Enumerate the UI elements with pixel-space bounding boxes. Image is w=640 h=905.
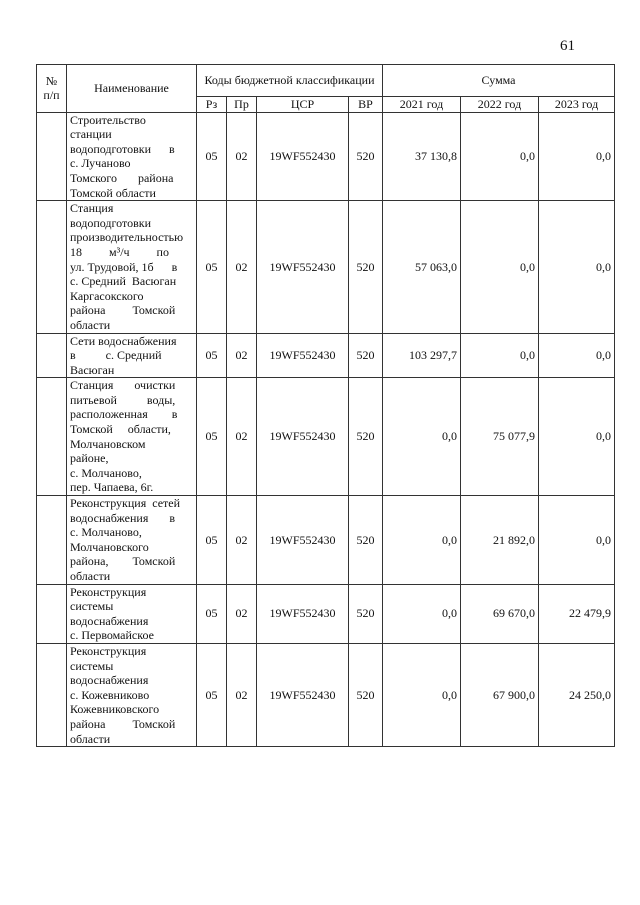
row-2021-cell: 0,0 bbox=[383, 584, 461, 643]
header-name: Наименование bbox=[67, 65, 197, 113]
row-name-line: Томской области, bbox=[70, 422, 171, 437]
row-name-line: с. Средний Васюган bbox=[70, 274, 177, 289]
row-vr-cell: 520 bbox=[349, 643, 383, 746]
header-vr: ВР bbox=[349, 97, 383, 113]
header-2022: 2022 год bbox=[461, 97, 539, 113]
row-name-line: Реконструкция bbox=[70, 584, 147, 599]
header-2021: 2021 год bbox=[383, 97, 461, 113]
row-pr-cell: 02 bbox=[227, 584, 257, 643]
row-index-cell bbox=[37, 333, 67, 378]
row-2021-cell: 37 130,8 bbox=[383, 112, 461, 201]
row-name-line: 18 м³/ч по bbox=[70, 244, 169, 259]
row-name-line: пер. Чапаева, 6г. bbox=[70, 480, 154, 495]
row-pr-cell: 02 bbox=[227, 378, 257, 496]
row-csr-cell: 19WF552430 bbox=[257, 378, 349, 496]
row-name-line: Молчановском bbox=[70, 436, 146, 451]
row-csr-cell: 19WF552430 bbox=[257, 112, 349, 201]
row-name-line: с. Лучаново bbox=[70, 156, 131, 171]
row-2023-cell: 22 479,9 bbox=[539, 584, 615, 643]
row-2022-cell: 69 670,0 bbox=[461, 584, 539, 643]
row-name-line: питьевой воды, bbox=[70, 392, 176, 407]
header-codes-group: Коды бюджетной классификации bbox=[197, 65, 383, 97]
row-name-line: производительностью bbox=[70, 230, 184, 245]
row-csr-cell: 19WF552430 bbox=[257, 496, 349, 585]
row-2023-cell: 0,0 bbox=[539, 378, 615, 496]
row-name-line: Каргасокского bbox=[70, 288, 144, 303]
row-name-line: области bbox=[70, 731, 111, 746]
header-index: № п/п bbox=[37, 65, 67, 113]
row-csr-cell: 19WF552430 bbox=[257, 201, 349, 333]
row-2021-cell: 0,0 bbox=[383, 378, 461, 496]
row-2021-cell: 57 063,0 bbox=[383, 201, 461, 333]
row-2022-cell: 67 900,0 bbox=[461, 643, 539, 746]
row-name-line: района, Томской bbox=[70, 554, 176, 569]
row-vr-cell: 520 bbox=[349, 496, 383, 585]
row-csr-cell: 19WF552430 bbox=[257, 643, 349, 746]
table-body bbox=[37, 112, 615, 747]
row-name-line: водоснабжения bbox=[70, 613, 149, 628]
row-name-line: района Томской bbox=[70, 303, 176, 318]
table-row bbox=[37, 643, 615, 746]
row-2021-cell: 103 297,7 bbox=[383, 333, 461, 378]
row-name-line: районе, bbox=[70, 451, 109, 466]
page-number: 61 bbox=[560, 38, 575, 54]
row-2022-cell: 0,0 bbox=[461, 112, 539, 201]
header-sum-group: Сумма bbox=[383, 65, 615, 97]
row-index-cell bbox=[37, 496, 67, 585]
header-2023: 2023 год bbox=[539, 97, 615, 113]
table-row bbox=[37, 496, 615, 585]
table-row bbox=[37, 584, 615, 643]
row-2023-cell: 0,0 bbox=[539, 333, 615, 378]
row-rz-cell: 05 bbox=[197, 643, 227, 746]
row-2021-cell: 0,0 bbox=[383, 643, 461, 746]
row-name-cell bbox=[67, 643, 197, 746]
row-2022-cell: 21 892,0 bbox=[461, 496, 539, 585]
row-name-line: области bbox=[70, 569, 111, 583]
table-row bbox=[37, 333, 615, 378]
row-name-line: Сети водоснабжения bbox=[70, 333, 177, 348]
row-vr-cell: 520 bbox=[349, 333, 383, 378]
row-csr-cell: 19WF552430 bbox=[257, 333, 349, 378]
row-name-cell bbox=[67, 378, 197, 496]
row-name-cell bbox=[67, 496, 197, 585]
row-pr-cell: 02 bbox=[227, 112, 257, 201]
row-rz-cell: 05 bbox=[197, 496, 227, 585]
row-name-cell bbox=[67, 333, 197, 378]
row-name-line: Молчановского bbox=[70, 539, 149, 554]
row-rz-cell: 05 bbox=[197, 201, 227, 333]
row-index-cell bbox=[37, 643, 67, 746]
row-vr-cell: 520 bbox=[349, 584, 383, 643]
row-name-line: Строительство bbox=[70, 112, 146, 127]
table-row bbox=[37, 378, 615, 496]
row-rz-cell: 05 bbox=[197, 584, 227, 643]
row-name-line: с. Молчаново, bbox=[70, 525, 142, 540]
row-name-line: водоподготовки bbox=[70, 215, 151, 230]
row-2023-cell: 24 250,0 bbox=[539, 643, 615, 746]
table-row bbox=[37, 112, 615, 201]
row-rz-cell: 05 bbox=[197, 112, 227, 201]
row-rz-cell: 05 bbox=[197, 378, 227, 496]
row-name-cell bbox=[67, 201, 197, 333]
row-vr-cell: 520 bbox=[349, 378, 383, 496]
row-name-cell bbox=[67, 584, 197, 643]
row-2023-cell: 0,0 bbox=[539, 112, 615, 201]
row-name-line: водоснабжения в bbox=[70, 510, 176, 525]
row-name-line: системы bbox=[70, 658, 114, 673]
row-csr-cell: 19WF552430 bbox=[257, 584, 349, 643]
row-2023-cell: 0,0 bbox=[539, 201, 615, 333]
row-name-line: с. Молчаново, bbox=[70, 465, 142, 480]
header-rz: Рз bbox=[197, 97, 227, 113]
row-name-line: Реконструкция сетей bbox=[70, 496, 181, 511]
table-row bbox=[37, 201, 615, 333]
budget-table bbox=[36, 64, 615, 747]
row-name-line: ул. Трудовой, 1б в bbox=[70, 259, 178, 274]
row-name-line: Томского района bbox=[70, 170, 174, 185]
row-2023-cell: 0,0 bbox=[539, 496, 615, 585]
row-name-line: Станция очистки bbox=[70, 378, 176, 393]
row-2022-cell: 0,0 bbox=[461, 201, 539, 333]
row-name-line: системы bbox=[70, 599, 114, 614]
row-name-line: станции bbox=[70, 127, 112, 142]
row-name-line: Томской области bbox=[70, 185, 156, 200]
row-vr-cell: 520 bbox=[349, 201, 383, 333]
row-index-cell bbox=[37, 584, 67, 643]
row-name-line: расположенная в bbox=[70, 407, 178, 422]
row-name-line: в с. Средний bbox=[70, 348, 162, 363]
row-vr-cell: 520 bbox=[349, 112, 383, 201]
row-name-line: Станция bbox=[70, 201, 114, 216]
row-name-line: с. Кожевниково bbox=[70, 687, 150, 702]
row-2021-cell: 0,0 bbox=[383, 496, 461, 585]
row-index-cell bbox=[37, 201, 67, 333]
row-pr-cell: 02 bbox=[227, 643, 257, 746]
row-name-line: водоснабжения bbox=[70, 673, 149, 688]
row-name-cell bbox=[67, 112, 197, 201]
row-pr-cell: 02 bbox=[227, 496, 257, 585]
row-name-line: Кожевниковского bbox=[70, 702, 160, 717]
row-2022-cell: 75 077,9 bbox=[461, 378, 539, 496]
row-rz-cell: 05 bbox=[197, 333, 227, 378]
header-csr: ЦСР bbox=[257, 97, 349, 113]
row-name-line: района Томской bbox=[70, 716, 176, 731]
row-pr-cell: 02 bbox=[227, 201, 257, 333]
row-pr-cell: 02 bbox=[227, 333, 257, 378]
header-pr: Пр bbox=[227, 97, 257, 113]
row-name-line: Реконструкция bbox=[70, 643, 147, 658]
row-index-cell bbox=[37, 112, 67, 201]
row-name-line: области bbox=[70, 317, 111, 332]
row-name-line: водоподготовки в bbox=[70, 141, 175, 156]
row-name-line: Васюган bbox=[70, 362, 115, 377]
row-index-cell bbox=[37, 378, 67, 496]
row-2022-cell: 0,0 bbox=[461, 333, 539, 378]
row-name-line: с. Первомайское bbox=[70, 628, 154, 643]
